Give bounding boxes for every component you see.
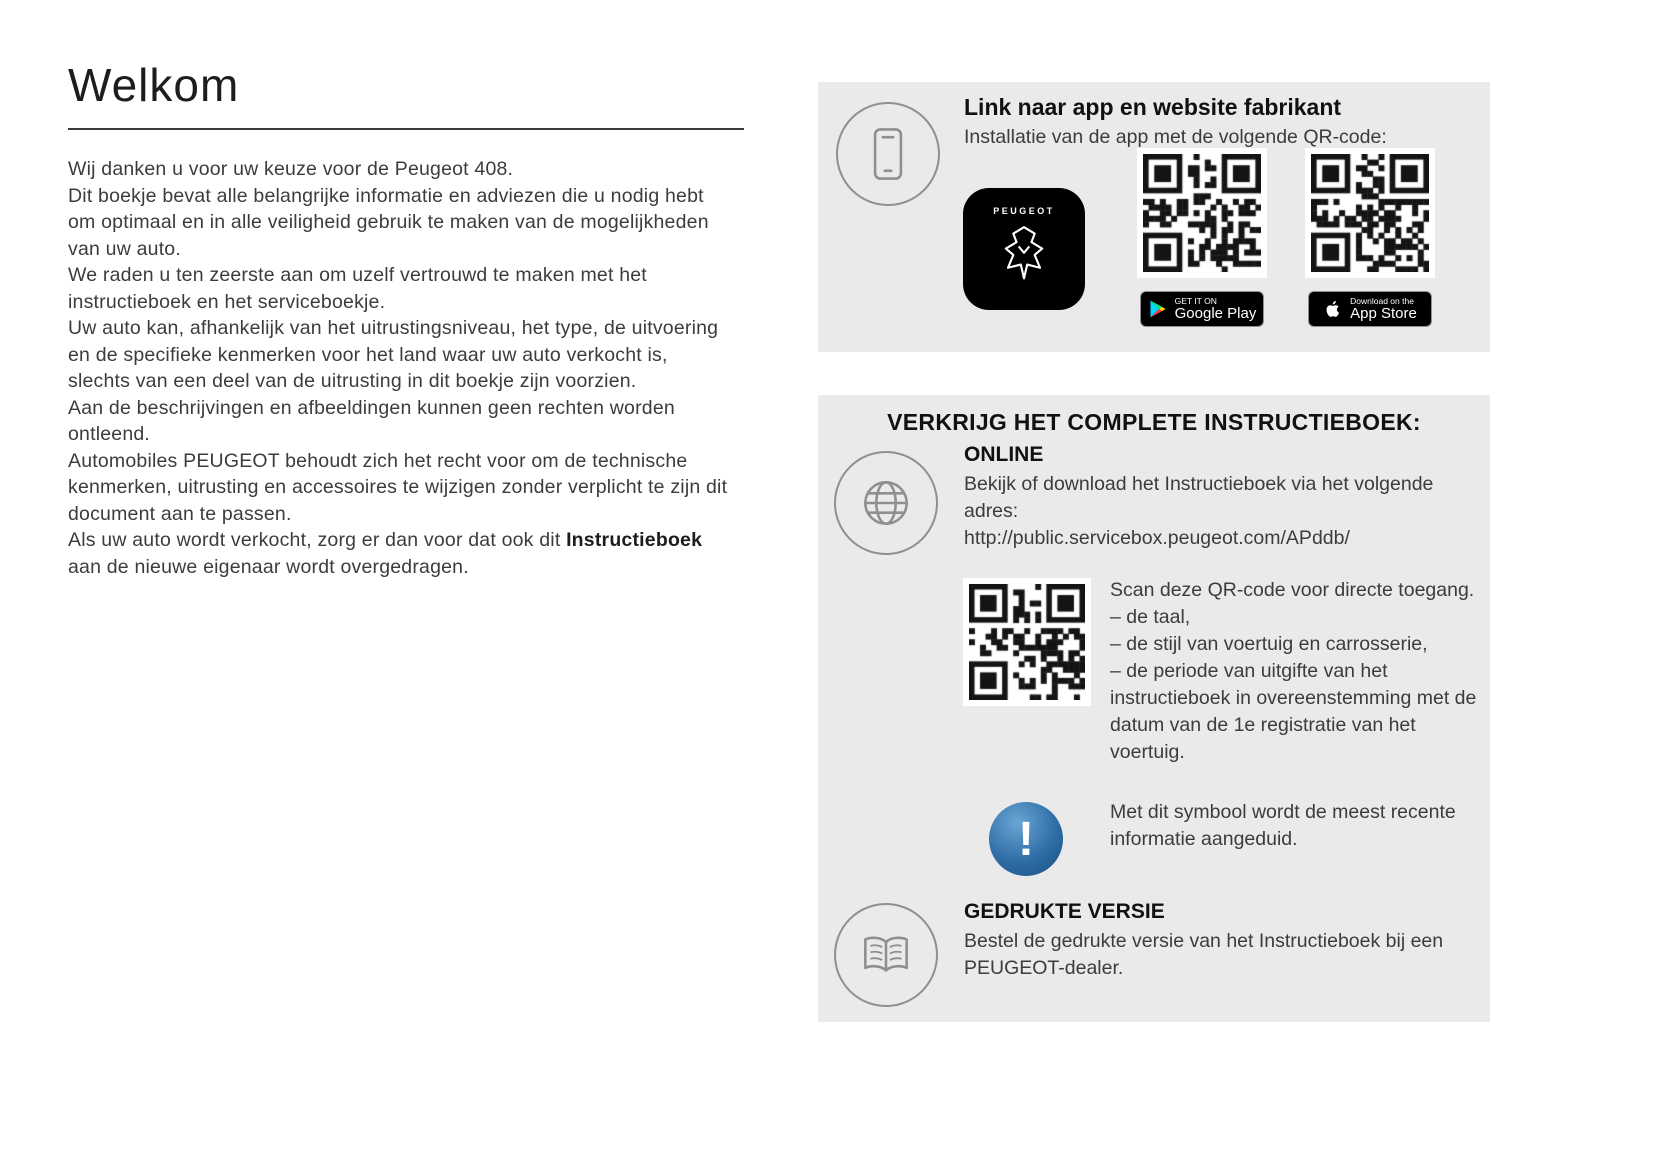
app-panel-title: Link naar app en website fabrikant	[964, 94, 1342, 120]
peugeot-app-icon	[963, 188, 1085, 310]
paragraph: Dit boekje bevat alle belangrijke informatie en adviezen die u nodig hebt om optimaal en in alle veiligheid gebruik te maken van de mogelijkheden van uw auto.	[68, 184, 709, 260]
paragraph: Automobiles PEUGEOT behoudt zich het recht voor om de technische kenmerken, uitrusting en accessoires te wijzigen zonder verplicht te zijn dit document aan te passen.	[68, 449, 728, 525]
google-play-qr-code	[1143, 154, 1261, 272]
google-play-badge[interactable]	[1140, 291, 1264, 327]
apple-qr-stack	[1304, 148, 1436, 327]
final-paragraph-post: aan de nieuwe eigenaar wordt overgedragen.	[68, 555, 469, 578]
peugeot-wordmark: PEUGEOT	[993, 206, 1055, 216]
apple-icon	[1323, 299, 1343, 319]
app-store-qr-code	[1311, 154, 1429, 272]
manual-qr-code	[969, 584, 1085, 700]
info-exclamation-icon: !	[989, 802, 1063, 876]
paragraph: Wij danken u voor uw keuze voor de Peugeot 408.	[68, 158, 514, 180]
paragraph: We raden u ten zeerste aan om uzelf vertrouwd te maken met het instructieboek en het serviceboekje.	[68, 264, 647, 313]
google-play-icon	[1148, 299, 1168, 319]
final-paragraph-pre: Als uw auto wordt verkocht, zorg er dan voor dat ook dit	[68, 529, 567, 551]
app-panel-subtitle: Installatie van de app met de volgende QR-code:	[964, 126, 1387, 148]
paragraph: Uw auto kan, afhankelijk van het uitrustingsniveau, het type, de uitvoering en de specifieke kenmerken voor het land waar uw auto verkocht is, slechts van een deel van de uitrusting in dit boekje zijn voorzien.	[68, 317, 719, 392]
badge-tagline: Download on the	[1350, 295, 1414, 306]
open-book-icon	[834, 903, 938, 1007]
globe-icon	[834, 451, 938, 555]
title-rule	[68, 128, 744, 130]
qr-card	[963, 578, 1091, 706]
qr-card	[1137, 148, 1267, 278]
smartphone-icon	[836, 102, 940, 206]
peugeot-lion-icon	[992, 220, 1056, 292]
page-title: Welkom	[68, 59, 240, 111]
app-link-panel	[818, 82, 1490, 352]
qr-instruction-line: Scan deze QR-code voor directe toegang.	[1110, 579, 1475, 601]
badge-tagline: GET IT ON	[1174, 295, 1217, 306]
app-store-badge[interactable]	[1308, 291, 1432, 327]
online-heading: ONLINE	[964, 443, 1044, 466]
qr-card	[1305, 148, 1435, 278]
paragraph	[68, 527, 728, 580]
printed-heading: GEDRUKTE VERSIE	[964, 900, 1165, 923]
google-qr-stack	[1136, 148, 1268, 327]
qr-instruction-line: – de periode van uitgifte van het instructieboek in overeenstemming met de datum van de 1e registratie van het voertuig.	[1110, 660, 1477, 763]
manual-url-link[interactable]: http://public.servicebox.peugeot.com/APddb/	[964, 527, 1350, 549]
manual-panel	[818, 395, 1490, 1022]
badge-store-name: Google Play	[1174, 304, 1257, 322]
qr-instruction-line: – de stijl van voertuig en carrosserie,	[1110, 633, 1428, 655]
paragraph: Aan de beschrijvingen en afbeeldingen kunnen geen rechten worden ontleend.	[68, 396, 675, 445]
qr-instruction-line: – de taal,	[1110, 606, 1191, 628]
manual-panel-title: VERKRIJG HET COMPLETE INSTRUCTIEBOEK:	[887, 409, 1421, 435]
online-body: Bekijk of download het Instructieboek via het volgende adres:	[964, 473, 1434, 522]
printed-body: Bestel de gedrukte versie van het Instructieboek bij een PEUGEOT-dealer.	[964, 930, 1444, 979]
online-section	[964, 443, 1489, 552]
badge-store-name: App Store	[1350, 304, 1417, 322]
welcome-text	[68, 156, 728, 580]
qr-instructions	[1110, 577, 1492, 766]
printed-section	[964, 900, 1489, 982]
welcome-column	[68, 58, 746, 580]
final-paragraph-bold: Instructieboek	[566, 529, 703, 551]
info-note: Met dit symbool wordt de meest recente informatie aangeduid.	[1110, 801, 1456, 850]
